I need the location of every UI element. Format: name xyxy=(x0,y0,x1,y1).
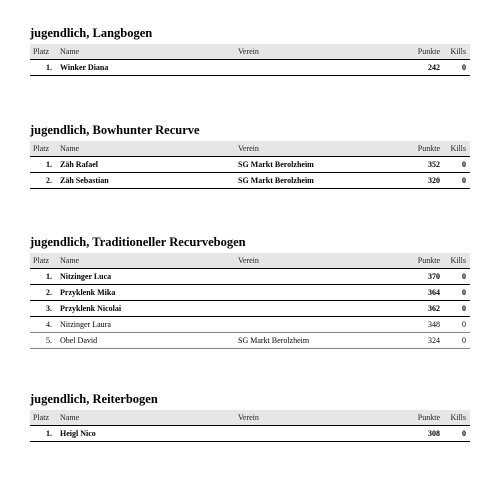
table-row xyxy=(30,317,470,333)
table-row xyxy=(30,301,470,317)
cell-name: Zäh Sebastian xyxy=(60,176,109,185)
col-name-header: Name xyxy=(60,47,80,56)
cell-punkte: 362 xyxy=(428,304,440,313)
cell-platz: 1. xyxy=(46,160,52,169)
cell-verein: SG Markt Berolzheim xyxy=(238,176,314,185)
cell-punkte: 320 xyxy=(428,176,440,185)
col-verein-header: Verein xyxy=(238,144,259,153)
cell-name: Obel David xyxy=(60,336,98,345)
col-verein-header: Verein xyxy=(238,256,259,265)
cell-punkte: 242 xyxy=(428,63,440,72)
cell-name: Zäh Rafael xyxy=(60,160,98,169)
col-punkte-header: Punkte xyxy=(417,144,440,153)
cell-kills: 0 xyxy=(462,272,466,281)
cell-name: Nitzinger Laura xyxy=(60,320,111,329)
cell-kills: 0 xyxy=(462,63,466,72)
col-verein-header: Verein xyxy=(238,413,259,422)
section-langbogen xyxy=(30,26,470,76)
col-punkte-header: Punkte xyxy=(417,256,440,265)
section-title: jugendlich, Bowhunter Recurve xyxy=(30,123,200,137)
cell-platz: 4. xyxy=(46,320,52,329)
cell-punkte: 324 xyxy=(428,336,440,345)
table-row xyxy=(30,157,470,173)
cell-platz: 3. xyxy=(46,304,52,313)
col-platz-header: Platz xyxy=(33,144,49,153)
cell-platz: 2. xyxy=(46,288,52,297)
section-title: jugendlich, Traditioneller Recurvebogen xyxy=(30,235,246,249)
cell-kills: 0 xyxy=(462,160,466,169)
cell-name: Przyklenk Nicolai xyxy=(60,304,122,313)
col-kills-header: Kills xyxy=(450,144,466,153)
cell-kills: 0 xyxy=(462,288,466,297)
col-kills-header: Kills xyxy=(450,47,466,56)
cell-punkte: 352 xyxy=(428,160,440,169)
section-reiterbogen xyxy=(30,392,470,442)
table-row xyxy=(30,333,470,349)
cell-punkte: 364 xyxy=(428,288,440,297)
cell-kills: 0 xyxy=(462,336,466,345)
col-name-header: Name xyxy=(60,256,80,265)
cell-kills: 0 xyxy=(462,304,466,313)
section-bowhunter-recurve xyxy=(30,123,470,189)
cell-kills: 0 xyxy=(462,429,466,438)
col-verein-header: Verein xyxy=(238,47,259,56)
cell-verein: SG Markt Berolzheim xyxy=(238,160,314,169)
cell-platz: 2. xyxy=(46,176,52,185)
cell-verein: SG Markt Berolzheim xyxy=(238,336,310,345)
cell-name: Przyklenk Mika xyxy=(60,288,116,297)
cell-platz: 1. xyxy=(46,63,52,72)
table-row xyxy=(30,60,470,76)
table-row xyxy=(30,285,470,301)
cell-name: Winker Diana xyxy=(60,63,109,72)
col-platz-header: Platz xyxy=(33,256,49,265)
cell-punkte: 370 xyxy=(428,272,440,281)
col-kills-header: Kills xyxy=(450,256,466,265)
table-row xyxy=(30,269,470,285)
cell-punkte: 308 xyxy=(428,429,440,438)
col-name-header: Name xyxy=(60,413,80,422)
col-kills-header: Kills xyxy=(450,413,466,422)
cell-punkte: 348 xyxy=(428,320,440,329)
cell-name: Heigl Nico xyxy=(60,429,96,438)
col-punkte-header: Punkte xyxy=(417,47,440,56)
table-header xyxy=(30,253,470,269)
col-name-header: Name xyxy=(60,144,80,153)
col-platz-header: Platz xyxy=(33,413,49,422)
cell-kills: 0 xyxy=(462,176,466,185)
section-title: jugendlich, Langbogen xyxy=(30,26,153,40)
cell-platz: 1. xyxy=(46,272,52,281)
col-platz-header: Platz xyxy=(33,47,49,56)
table-header xyxy=(30,410,470,426)
table-header xyxy=(30,141,470,157)
table-header xyxy=(30,44,470,60)
section-traditioneller-recurvebogen xyxy=(30,235,470,349)
table-row xyxy=(30,426,470,442)
cell-name: Nitzinger Luca xyxy=(60,272,112,281)
cell-platz: 1. xyxy=(46,429,52,438)
table-row xyxy=(30,173,470,189)
cell-platz: 5. xyxy=(46,336,52,345)
cell-kills: 0 xyxy=(462,320,466,329)
section-title: jugendlich, Reiterbogen xyxy=(30,392,158,406)
col-punkte-header: Punkte xyxy=(417,413,440,422)
